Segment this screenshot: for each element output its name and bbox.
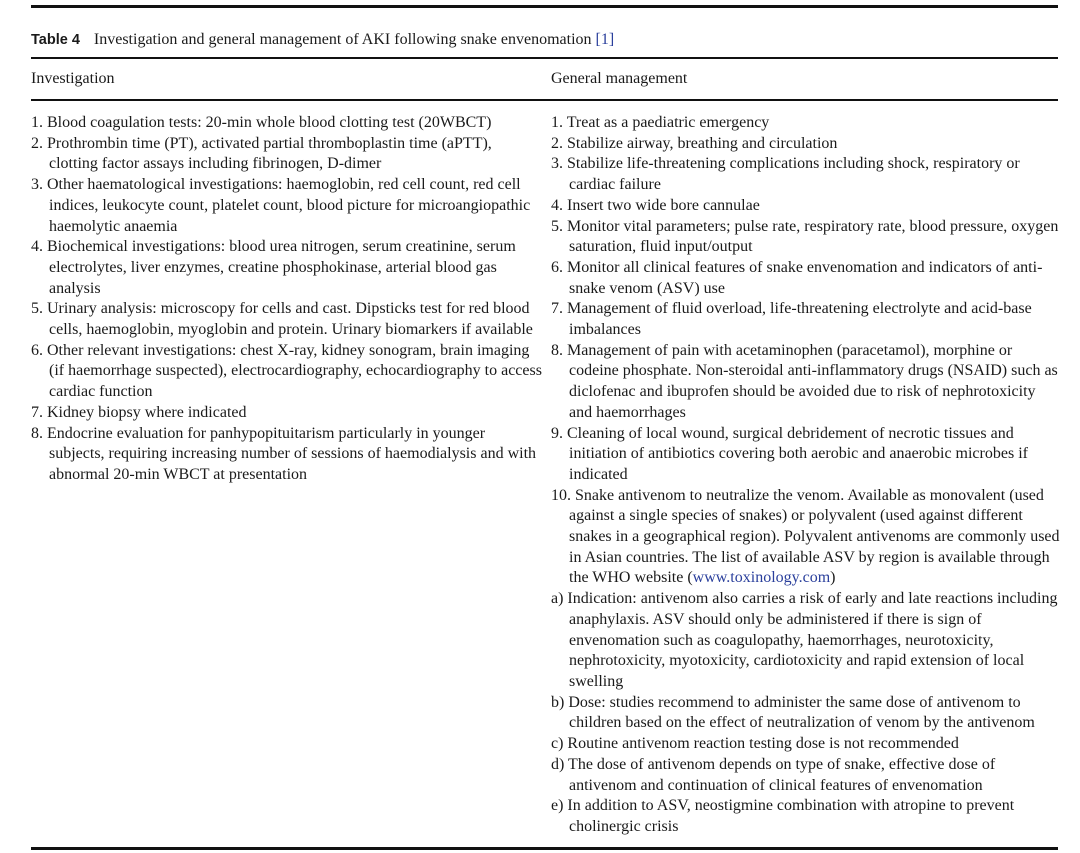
list-item: 3. Stabilize life-threatening complications including shock, respiratory or cardiac failure [551,155,1020,194]
list-item: 8. Endocrine evaluation for panhypopituitarism particularly in younger subjects, requiring increasing number of sessions of haemodialysis and with abnormal 20-min WBCT at presentation [31,424,537,483]
sub-item: b) Dose: studies recommend to administer the same dose of antivenom to children based on the effect of neutralization of venom by the antivenom [551,693,1035,732]
bottom-rule [31,847,1058,850]
management-column [551,113,1061,838]
sub-item: d) The dose of antivenom depends on type of snake, effective dose of antivenom and continuation of clinical features of envenomation [551,755,996,794]
list-item: 7. Kidney biopsy where indicated [31,403,247,421]
list-item: 9. Cleaning of local wound, surgical debridement of necrotic tissues and initiation of antibiotics covering both aerobic and anaerobic microbes if indicated [551,424,1028,483]
list-item: 4. Biochemical investigations: blood urea nitrogen, serum creatinine, serum electrolytes, liver enzymes, creatine phosphokinase, arterial blood gas analysis [31,238,516,297]
list-item: 6. Monitor all clinical features of snake envenomation and indicators of anti-snake venom (ASV) use [551,258,1043,297]
antivenom-item: 10. Snake antivenom to neutralize the venom. Available as monovalent (used against a single species of snakes) or polyvalent (used against different snakes in a geographical region). Polyvalent antivenoms are commonly used in Asian countries. The list of available ASV by region is available through the WHO website (www.toxinology.com) [551,486,1060,587]
column-header-investigation: Investigation [31,70,115,87]
investigation-list [31,113,543,486]
list-item: 4. Insert two wide bore cannulae [551,196,760,214]
table-caption [31,30,1058,50]
management-list [551,113,1061,838]
reference-link[interactable]: [1] [595,31,615,48]
table-label: Table 4 [31,32,80,48]
list-item: 1. Treat as a paediatric emergency [551,114,770,131]
list-item: 5. Monitor vital parameters; pulse rate, respiratory rate, blood pressure, oxygen saturation, fluid input/output [551,217,1059,256]
column-header-management: General management [551,70,688,87]
sub-item: c) Routine antivenom reaction testing dose is not recommended [551,735,959,753]
header-top-rule [31,57,1058,59]
list-item: 7. Management of fluid overload, life-threatening electrolyte and acid-base imbalances [551,300,1032,339]
list-item: 2. Stabilize airway, breathing and circulation [551,134,838,152]
toxinology-link[interactable]: www.toxinology.com [692,569,831,587]
top-rule [31,5,1058,8]
investigation-column [31,113,543,486]
sub-item: a) Indication: antivenom also carries a risk of early and late reactions including anaphylaxis. ASV should only be administered if there is sign of envenomation such as coagulopathy, haemorrhages, neurotoxicity, nephrotoxicity, myotoxicity, cardiotoxicity and rapid extension of local swelling [551,590,1058,690]
list-item: 5. Urinary analysis: microscopy for cells and cast. Dipsticks test for red blood cells, haemoglobin, myoglobin and protein. Urinary biomarkers if available [31,300,533,339]
list-item: 6. Other relevant investigations: chest X-ray, kidney sonogram, brain imaging (if haemorrhage suspected), electrocardiography, echocardiography to access cardiac function [31,341,542,401]
header-bottom-rule [31,99,1058,101]
list-item: 3. Other haematological investigations: haemoglobin, red cell count, red cell indices, leukocyte count, platelet count, blood picture for microangiopathic haemolytic anaemia [31,176,531,235]
list-item: 1. Blood coagulation tests: 20-min whole blood clotting test (20WBCT) [31,114,492,131]
table-title: Investigation and general management of AKI following snake envenomation [93,31,592,48]
list-item: 2. Prothrombin time (PT), activated partial thromboplastin time (aPTT), clotting factor assays including fibrinogen, D-dimer [31,134,492,173]
list-item: 8. Management of pain with acetaminophen (paracetamol), morphine or codeine phosphate. Non-steroidal anti-inflammatory drugs (NSAID) such as diclofenac and ibuprofen should be avoided due to risk of nephrotoxicity and haemorrhages [551,341,1058,421]
sub-item: e) In addition to ASV, neostigmine combination with atropine to prevent cholinergic crisis [551,797,1015,835]
